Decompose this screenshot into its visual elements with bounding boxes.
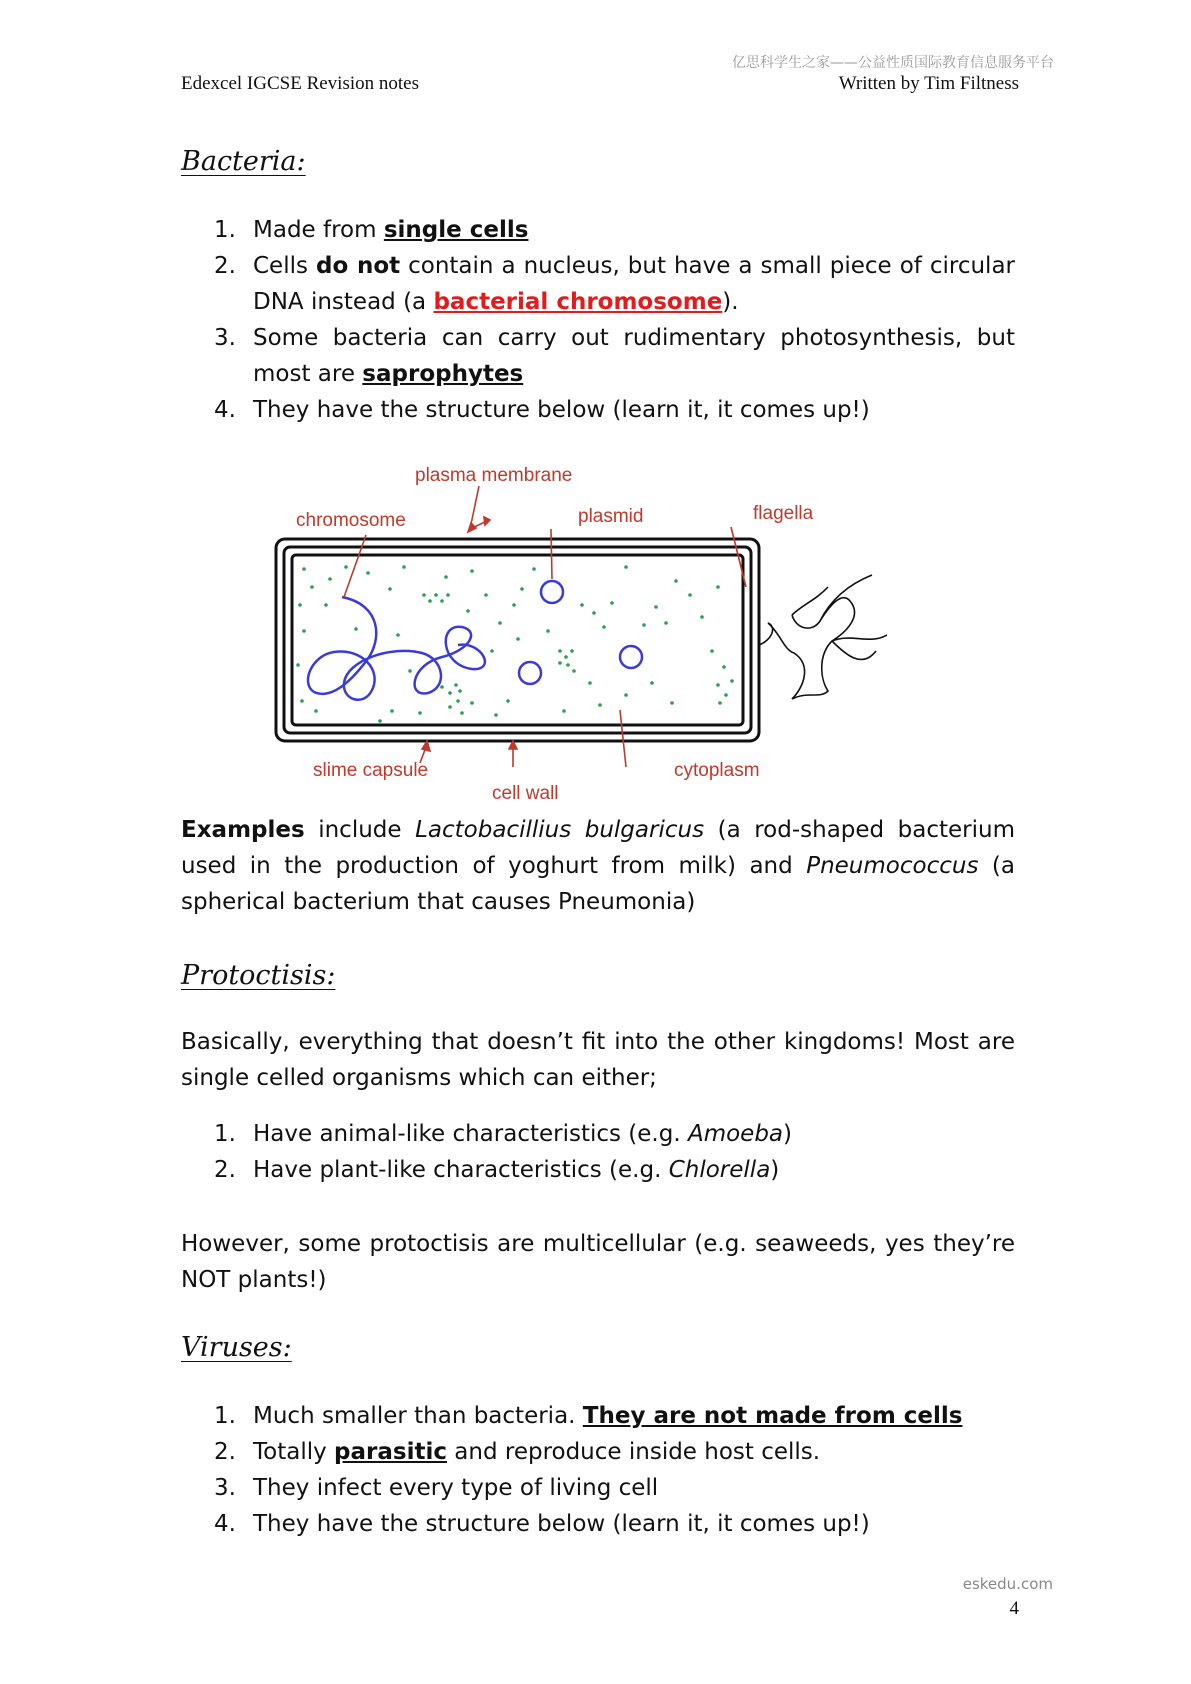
label-plasmid: plasmid (578, 506, 644, 527)
species-name: Lactobacillius bulgaricus (415, 817, 705, 843)
list-item (214, 1506, 1015, 1542)
list-text: and reproduce inside host cells. (446, 1439, 821, 1465)
list-text: ) (783, 1121, 793, 1147)
list-number: 4. (214, 1511, 236, 1537)
chromosome-dna (308, 597, 485, 700)
bacteria-list (214, 212, 1015, 428)
list-text: ). (722, 289, 739, 315)
header-right: Written by Tim Filtness (838, 73, 1019, 94)
list-item (214, 1398, 1015, 1434)
list-text: They have the structure below (learn it, it comes up!) (253, 1511, 870, 1537)
list-text: Have plant-like characteristics (e.g. (253, 1157, 669, 1183)
label-cytoplasm: cytoplasm (674, 760, 760, 781)
list-text: contain a nucleus, but have a small piece of circular DNA instead (a (253, 253, 1016, 315)
list-text: Cells (253, 253, 316, 279)
list-number: 2. (214, 1157, 236, 1183)
protoctisis-outro: However, some protoctisis are multicellular (e.g. seaweeds, yes they’re NOT plants!) (181, 1231, 1015, 1293)
plasmid-3 (620, 646, 642, 668)
list-text: Some bacteria can carry out rudimentary photosynthesis, but most are (253, 325, 1015, 387)
list-text: Made from (253, 217, 384, 243)
list-item (214, 1470, 1015, 1506)
heading-viruses: Viruses: (181, 1332, 292, 1363)
list-item (214, 1116, 1015, 1152)
list-number: 1. (214, 1403, 236, 1429)
keyword: do not (315, 253, 401, 279)
heading-protoctisis: Protoctisis: (181, 960, 336, 991)
list-item (214, 392, 1015, 428)
protoctisis-list (214, 1116, 1015, 1188)
list-number: 2. (214, 253, 236, 279)
list-number: 4. (214, 397, 236, 423)
species-name: Pneumococcus (806, 853, 979, 879)
list-text: Totally (253, 1439, 335, 1465)
list-text: Have animal-like characteristics (e.g. (253, 1121, 688, 1147)
plasmid-2 (519, 662, 541, 684)
list-number: 1. (214, 217, 236, 243)
viruses-list (214, 1398, 1015, 1542)
list-number: 1. (214, 1121, 236, 1147)
text: (a spherical bacterium that causes Pneumonia) (181, 853, 1015, 915)
list-text: They infect every type of living cell (253, 1475, 659, 1501)
keyword: saprophytes (362, 361, 524, 387)
label-plasma-membrane: plasma membrane (415, 465, 573, 486)
page-number: 4 (1009, 1598, 1019, 1619)
keyword: Examples (181, 817, 305, 843)
heading-bacteria: Bacteria: (181, 146, 306, 177)
protoctisis-intro: Basically, everything that doesn’t fit into the other kingdoms! Most are single celled organisms which can either; (181, 1029, 1015, 1091)
list-text: Much smaller than bacteria. (253, 1403, 583, 1429)
bacterium-diagram (272, 455, 887, 805)
keyword: parasitic (334, 1439, 447, 1465)
header-watermark: 亿思科学生之家——公益性质国际教育信息服务平台 (732, 55, 1054, 71)
bacteria-examples (181, 812, 1015, 920)
list-number: 3. (214, 1475, 236, 1501)
list-number: 3. (214, 325, 236, 351)
plasmid-1 (541, 581, 563, 603)
keyword-highlight: bacterial chromosome (433, 289, 723, 315)
list-text: They have the structure below (learn it, it comes up!) (253, 397, 870, 423)
text: include (304, 817, 416, 843)
header-left: Edexcel IGCSE Revision notes (181, 73, 419, 94)
label-cell-wall: cell wall (492, 783, 559, 804)
species-name: Amoeba (687, 1121, 784, 1147)
text: (a rod-shaped bacterium used in the production of yoghurt from milk) and (181, 817, 1016, 879)
list-item (214, 320, 1015, 392)
list-item (214, 1434, 1015, 1470)
list-item (214, 212, 1015, 248)
keyword: single cells (383, 217, 529, 243)
keyword: They are not made from cells (582, 1403, 963, 1429)
flagellum (759, 575, 887, 699)
list-item (214, 1152, 1015, 1188)
species-name: Chlorella (668, 1157, 771, 1183)
footer-site: eskedu.com (962, 1575, 1053, 1593)
label-flagella: flagella (753, 503, 814, 524)
list-number: 2. (214, 1439, 236, 1465)
label-slime-capsule: slime capsule (313, 760, 429, 781)
list-text: ) (770, 1157, 780, 1183)
label-chromosome: chromosome (296, 510, 406, 531)
list-item (214, 248, 1015, 320)
